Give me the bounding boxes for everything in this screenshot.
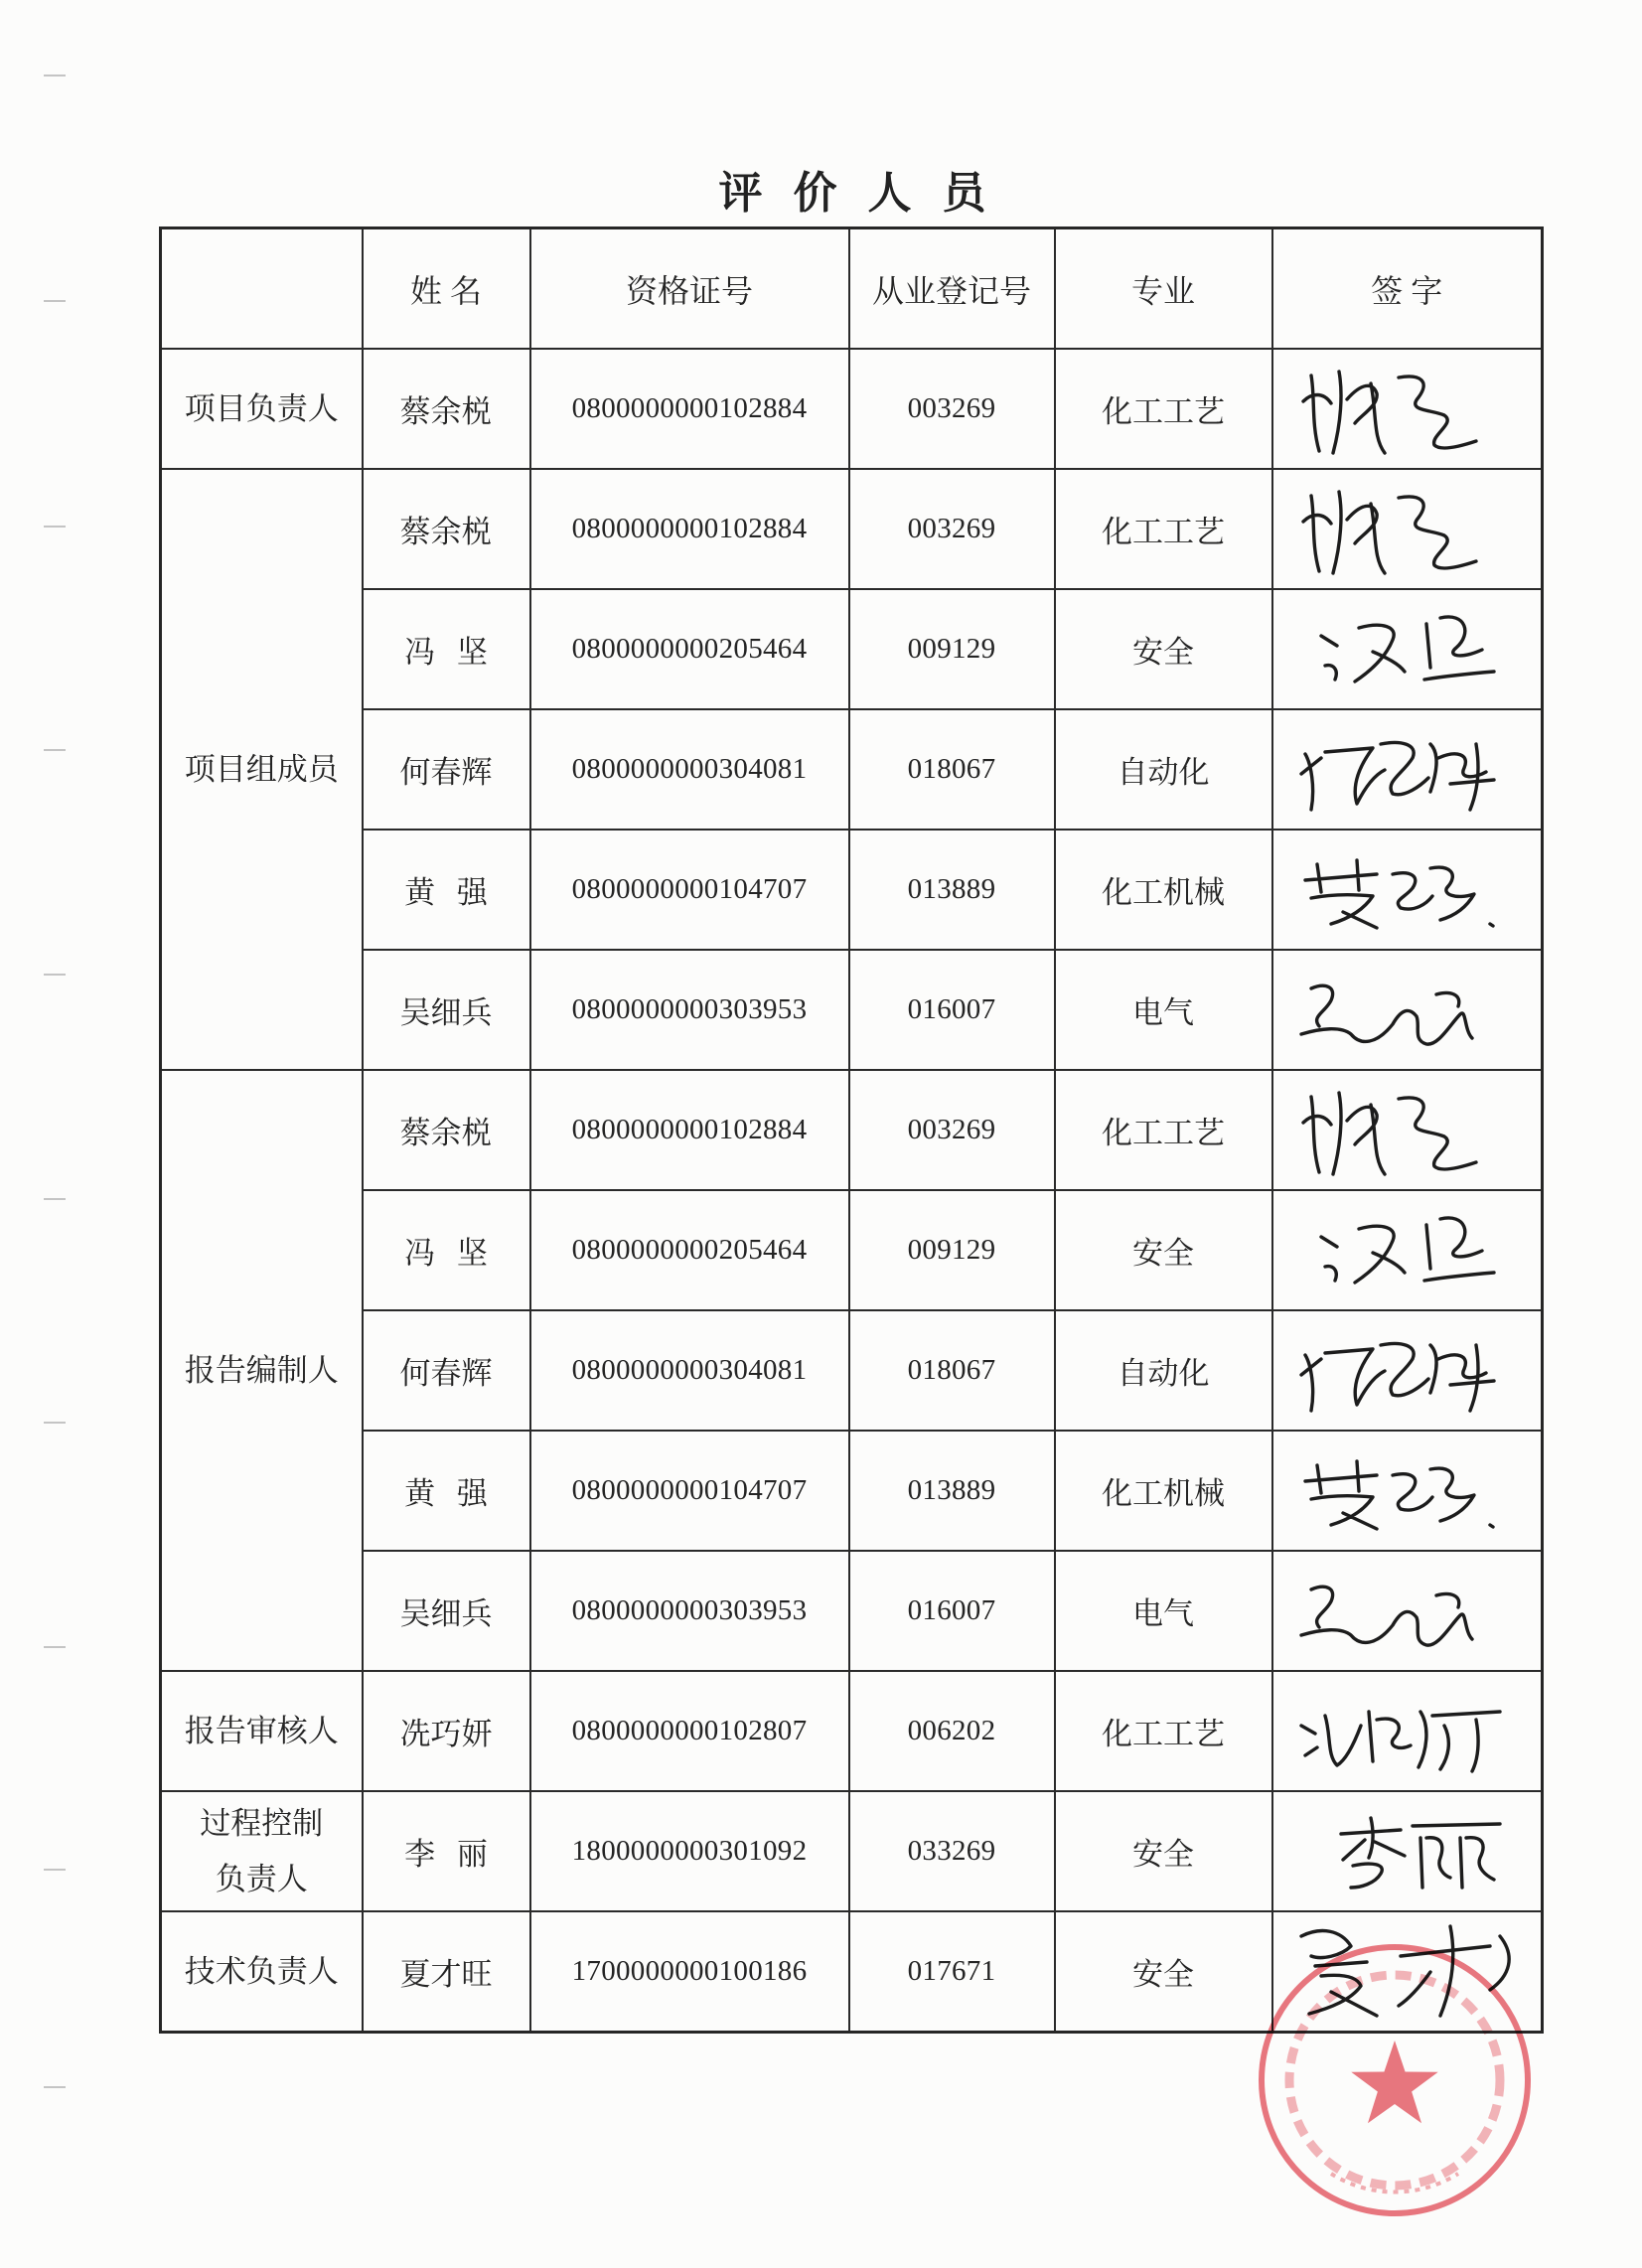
signature-cell — [1272, 1070, 1543, 1190]
table-row — [161, 950, 1543, 1070]
page-title: 评 价 人 员 — [718, 169, 996, 218]
registration-number-cell: 018067 — [849, 1310, 1055, 1431]
signature-cell — [1272, 830, 1543, 950]
name-cell: 夏才旺 — [363, 1911, 530, 2033]
major-cell: 安全 — [1055, 1791, 1272, 1911]
registration-number-cell: 009129 — [849, 589, 1055, 709]
major-cell: 化工机械 — [1055, 830, 1272, 950]
major-cell: 自动化 — [1055, 709, 1272, 830]
registration-number-cell: 006202 — [849, 1671, 1055, 1791]
major-cell: 安全 — [1055, 589, 1272, 709]
table-row — [161, 1070, 1543, 1190]
major-cell: 化工工艺 — [1055, 469, 1272, 589]
name-cell: 何春辉 — [363, 709, 530, 830]
cert-number-cell: 1700000000100186 — [530, 1911, 849, 2033]
signature-cell — [1272, 1431, 1543, 1551]
handwritten-signature — [1281, 354, 1536, 465]
table-row — [161, 830, 1543, 950]
role-cell: 技术负责人 — [161, 1911, 363, 2033]
margin-mark — [44, 1646, 66, 1648]
evaluators-table — [159, 227, 1544, 2034]
registration-number-cell: 017671 — [849, 1911, 1055, 2033]
table-row — [161, 1431, 1543, 1551]
margin-mark — [44, 526, 66, 528]
name-cell: 吴细兵 — [363, 950, 530, 1070]
header-name: 姓 名 — [363, 228, 530, 350]
signature-cell — [1272, 349, 1543, 469]
handwritten-signature — [1281, 1676, 1536, 1787]
handwritten-signature — [1281, 1916, 1536, 2028]
margin-mark — [44, 1422, 66, 1424]
registration-number-cell: 016007 — [849, 950, 1055, 1070]
registration-number-cell: 003269 — [849, 349, 1055, 469]
table-row — [161, 1310, 1543, 1431]
major-cell: 化工工艺 — [1055, 1671, 1272, 1791]
role-cell: 报告编制人 — [161, 1070, 363, 1671]
name-cell: 冯 坚 — [363, 1190, 530, 1310]
cert-number-cell: 0800000000205464 — [530, 589, 849, 709]
role-cell: 报告审核人 — [161, 1671, 363, 1791]
handwritten-signature — [1281, 955, 1536, 1066]
handwritten-signature — [1281, 1075, 1536, 1186]
header-major: 专业 — [1055, 228, 1272, 350]
signature-cell — [1272, 950, 1543, 1070]
cert-number-cell: 0800000000304081 — [530, 709, 849, 830]
table-row — [161, 469, 1543, 589]
name-cell: 冯 坚 — [363, 589, 530, 709]
name-cell: 蔡余棁 — [363, 1070, 530, 1190]
table-header-row — [161, 228, 1543, 350]
major-cell: 化工机械 — [1055, 1431, 1272, 1551]
registration-number-cell: 013889 — [849, 1431, 1055, 1551]
signature-cell — [1272, 1551, 1543, 1671]
handwritten-signature — [1281, 594, 1536, 705]
margin-mark — [44, 749, 66, 751]
signature-cell — [1272, 469, 1543, 589]
signature-cell — [1272, 709, 1543, 830]
major-cell: 电气 — [1055, 950, 1272, 1070]
cert-number-cell: 1800000000301092 — [530, 1791, 849, 1911]
registration-number-cell: 003269 — [849, 1070, 1055, 1190]
cert-number-cell: 0800000000102884 — [530, 1070, 849, 1190]
handwritten-signature — [1281, 1556, 1536, 1667]
cert-number-cell: 0800000000104707 — [530, 830, 849, 950]
registration-number-cell: 033269 — [849, 1791, 1055, 1911]
major-cell: 电气 — [1055, 1551, 1272, 1671]
registration-number-cell: 003269 — [849, 469, 1055, 589]
table-body — [161, 349, 1543, 2033]
cert-number-cell: 0800000000102884 — [530, 469, 849, 589]
signature-cell — [1272, 1310, 1543, 1431]
margin-mark — [44, 1198, 66, 1200]
header-registration-number: 从业登记号 — [849, 228, 1055, 350]
signature-cell — [1272, 1190, 1543, 1310]
handwritten-signature — [1281, 1436, 1536, 1547]
signature-cell — [1272, 589, 1543, 709]
signature-cell — [1272, 1911, 1543, 2033]
name-cell: 李 丽 — [363, 1791, 530, 1911]
major-cell: 安全 — [1055, 1190, 1272, 1310]
name-cell: 黄 强 — [363, 830, 530, 950]
handwritten-signature — [1281, 474, 1536, 585]
margin-mark — [44, 2086, 66, 2088]
table-row — [161, 1551, 1543, 1671]
margin-mark — [44, 1869, 66, 1871]
registration-number-cell: 018067 — [849, 709, 1055, 830]
margin-mark — [44, 300, 66, 302]
table-row — [161, 1791, 1543, 1911]
name-cell: 吴细兵 — [363, 1551, 530, 1671]
cert-number-cell: 0800000000303953 — [530, 950, 849, 1070]
handwritten-signature — [1281, 1315, 1536, 1427]
cert-number-cell: 0800000000102807 — [530, 1671, 849, 1791]
role-cell: 过程控制 负责人 — [161, 1791, 363, 1911]
margin-mark — [44, 974, 66, 976]
name-cell: 黄 强 — [363, 1431, 530, 1551]
registration-number-cell: 016007 — [849, 1551, 1055, 1671]
table-row — [161, 709, 1543, 830]
name-cell: 何春辉 — [363, 1310, 530, 1431]
cert-number-cell: 0800000000102884 — [530, 349, 849, 469]
signature-cell — [1272, 1791, 1543, 1911]
header-cert-number: 资格证号 — [530, 228, 849, 350]
role-cell: 项目组成员 — [161, 469, 363, 1070]
header-signature: 签 字 — [1272, 228, 1543, 350]
registration-number-cell: 013889 — [849, 830, 1055, 950]
table-row — [161, 1671, 1543, 1791]
cert-number-cell: 0800000000104707 — [530, 1431, 849, 1551]
role-cell: 项目负责人 — [161, 349, 363, 469]
major-cell: 化工工艺 — [1055, 349, 1272, 469]
name-cell: 蔡余棁 — [363, 469, 530, 589]
table-row — [161, 349, 1543, 469]
major-cell: 安全 — [1055, 1911, 1272, 2033]
cert-number-cell: 0800000000303953 — [530, 1551, 849, 1671]
table-row — [161, 1911, 1543, 2033]
header-role-blank — [161, 228, 363, 350]
handwritten-signature — [1281, 1796, 1536, 1907]
major-cell: 自动化 — [1055, 1310, 1272, 1431]
table-row — [161, 589, 1543, 709]
handwritten-signature — [1281, 834, 1536, 946]
signature-cell — [1272, 1671, 1543, 1791]
cert-number-cell: 0800000000205464 — [530, 1190, 849, 1310]
margin-mark — [44, 75, 66, 76]
table-row — [161, 1190, 1543, 1310]
handwritten-signature — [1281, 714, 1536, 826]
registration-number-cell: 009129 — [849, 1190, 1055, 1310]
cert-number-cell: 0800000000304081 — [530, 1310, 849, 1431]
major-cell: 化工工艺 — [1055, 1070, 1272, 1190]
name-cell: 冼巧妍 — [363, 1671, 530, 1791]
name-cell: 蔡余棁 — [363, 349, 530, 469]
handwritten-signature — [1281, 1195, 1536, 1306]
